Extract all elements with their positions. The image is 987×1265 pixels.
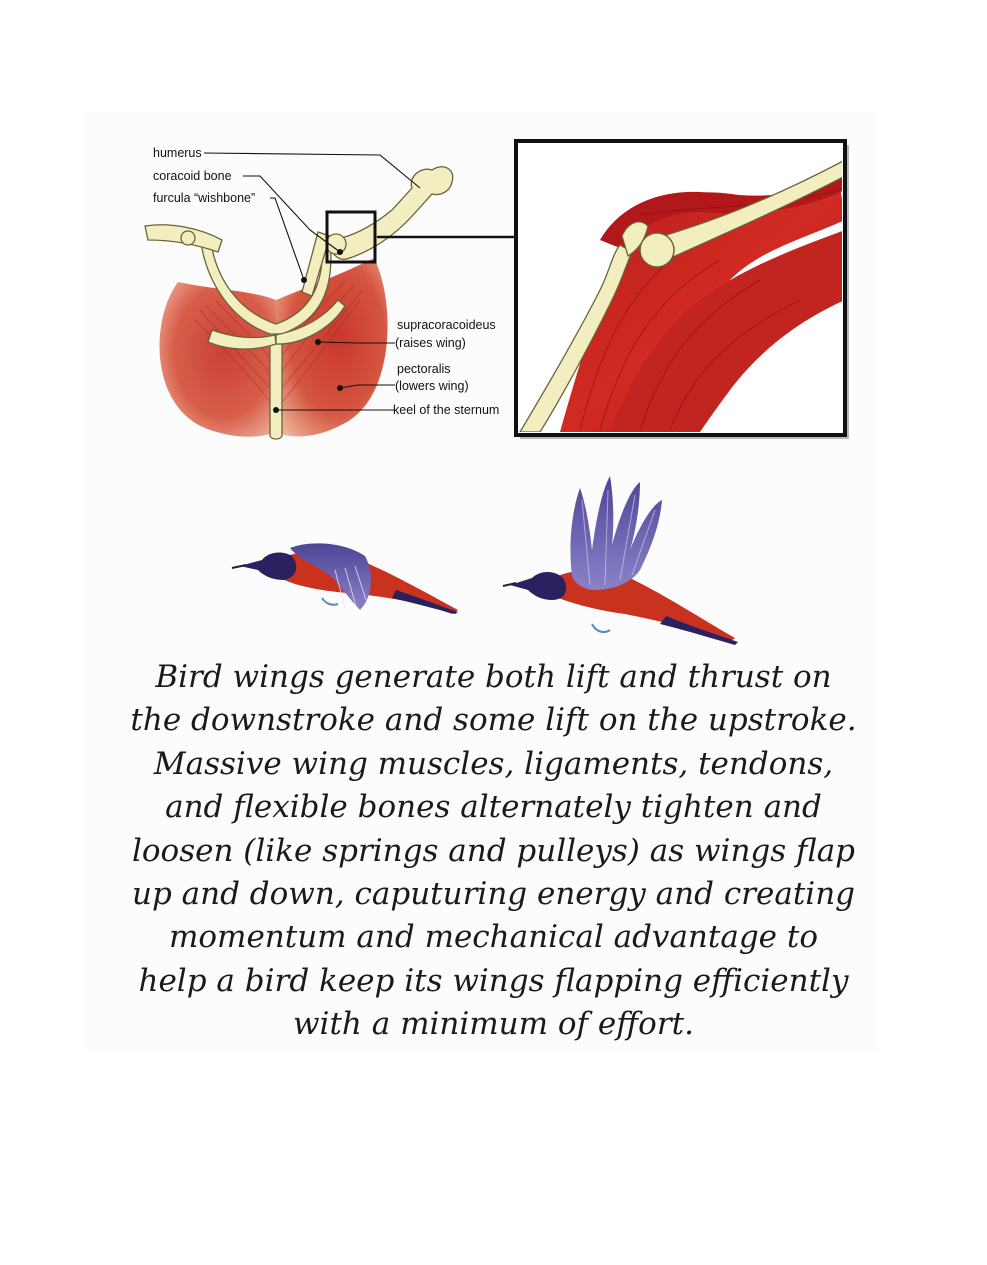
label-lowers-wing: (lowers wing)	[395, 379, 469, 393]
caption-line: loosen (like springs and pulleys) as wings flap	[131, 832, 856, 869]
bird-flapping-illustration	[503, 476, 738, 645]
caption-line: with a minimum of effort.	[293, 1006, 694, 1043]
label-furcula: furcula “wishbone”	[153, 191, 256, 205]
magnified-joint-inset	[516, 141, 849, 439]
caption-line: Massive wing muscles, ligaments, tendons,	[153, 745, 834, 782]
caption-line: momentum and mechanical advantage to	[168, 919, 819, 956]
label-coracoid-bone: coracoid bone	[153, 169, 232, 183]
caption-text	[100, 656, 887, 1047]
bird-gliding-illustration	[232, 543, 458, 614]
label-keel-of-sternum: keel of the sternum	[393, 403, 500, 417]
label-raises-wing: (raises wing)	[395, 336, 466, 350]
caption-line: up and down, caputuring energy and creating	[131, 876, 856, 913]
label-supracoracoideus: supracoracoideus	[397, 318, 496, 332]
caption-line: Bird wings generate both lift and thrust on	[155, 659, 832, 695]
label-humerus: humerus	[153, 146, 202, 160]
label-pectoralis: pectoralis	[397, 362, 451, 376]
caption-line: and flexible bones alternately tighten and	[165, 789, 822, 826]
caption-line: help a bird keep its wings flapping efficiently	[138, 962, 849, 999]
caption-line: the downstroke and some lift on the upstroke.	[130, 702, 857, 739]
